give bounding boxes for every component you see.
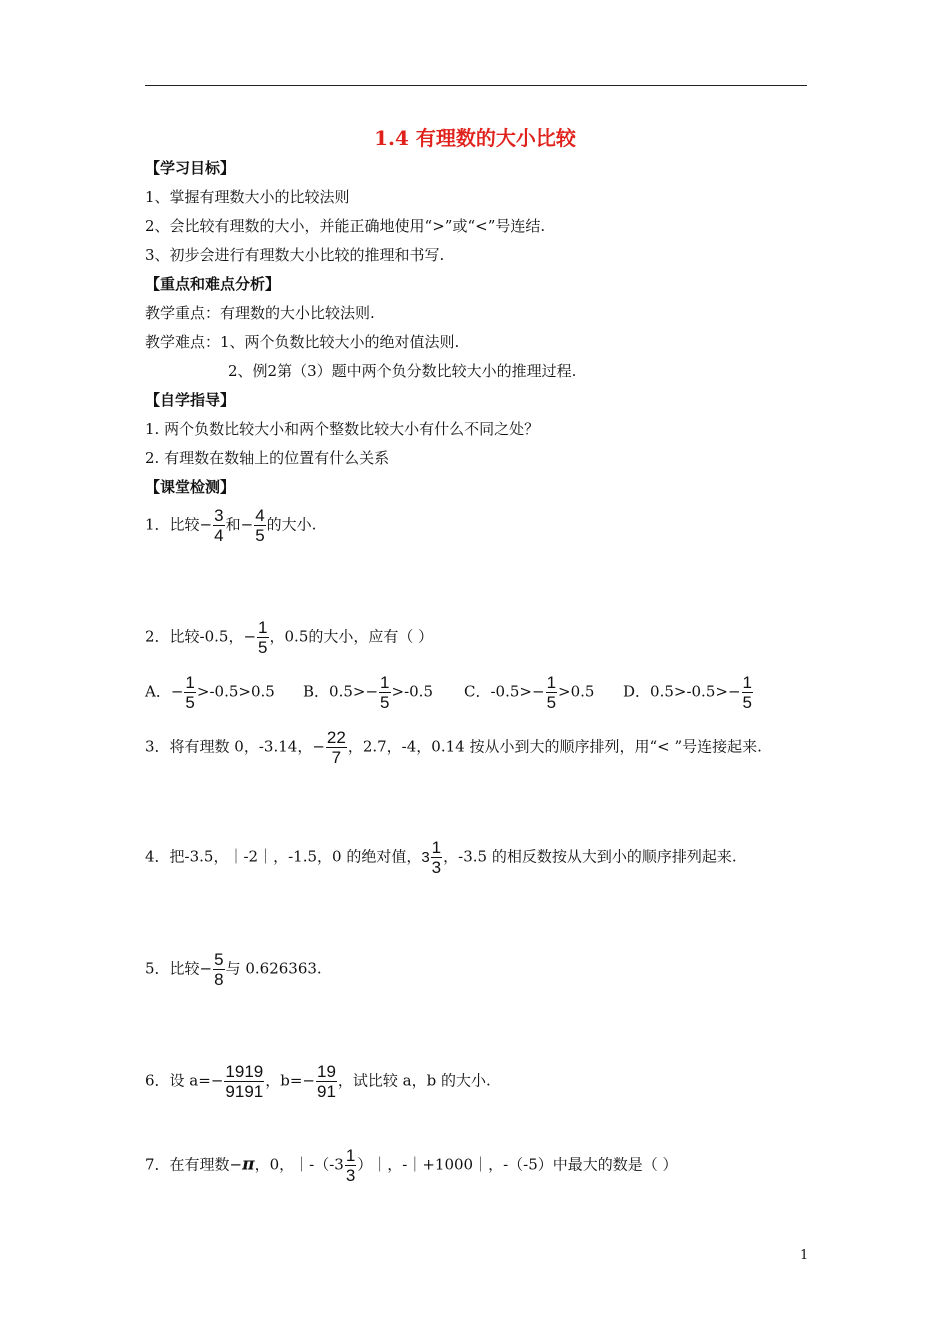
self-study-1: 1. 两个负数比较大小和两个整数比较大小有什么不同之处？ [145, 420, 540, 438]
fraction: $\frac{3}{4}$ [214, 506, 224, 545]
page-title: 1.4 有理数的大小比较 [374, 126, 576, 150]
fraction: $\frac{1}{5}$ [742, 673, 752, 712]
question-2-option-c: C．-0.5>− $\frac{1}{5}$ >0.5 [464, 673, 595, 712]
question-1: 1．比较− $\frac{3}{4}$ 和− $\frac{4}{5}$ 的大小. [145, 506, 317, 545]
question-2-option-b: B．0.5>− $\frac{1}{5}$ >-0.5 [303, 673, 433, 712]
fraction: $\frac{1}{3}$ [345, 1146, 356, 1185]
question-2: 2．比较-0.5，− $\frac{1}{5}$ ，0.5的大小，应有（ ） [145, 618, 434, 657]
question-4: 4．把-3.5，｜-2｜，-1.5，0 的绝对值，3 $\frac{1}{3}$ ，-3.5 的相反数按从大到小的顺序排列起来. [145, 838, 737, 877]
fraction: $\frac{1}{5}$ [546, 673, 557, 712]
fraction: $\frac{1}{5}$ [258, 618, 268, 657]
key-point: 教学重点：有理数的大小比较法则. [145, 304, 375, 322]
section-heading-key-points: 【重点和难点分析】 [145, 275, 281, 293]
question-5: 5．比较− $\frac{5}{8}$ 与 0.626363. [145, 950, 322, 989]
fraction: $\frac{19}{91}$ [316, 1062, 336, 1101]
fraction: $\frac{1}{3}$ [431, 838, 442, 877]
section-heading-objectives: 【学习目标】 [145, 159, 236, 177]
question-7: 7．在有理数−π，0，｜-（-3 $\frac{1}{3}$ ）｜，-｜+1000｜，-（-5）中最大的数是（ ） [145, 1146, 678, 1185]
fraction: $\frac{1919}{9191}$ [225, 1062, 264, 1101]
fraction: $\frac{5}{8}$ [214, 950, 224, 989]
question-2-option-a: A．− $\frac{1}{5}$ >-0.5>0.5 [145, 673, 275, 712]
fraction: $\frac{1}{5}$ [380, 673, 390, 712]
fraction: $\frac{22}{7}$ [326, 728, 346, 767]
section-heading-class-test: 【课堂检测】 [145, 478, 236, 496]
objective-3: 3、初步会进行有理数大小比较的推理和书写. [145, 246, 445, 264]
fraction: $\frac{4}{5}$ [255, 506, 265, 545]
objective-2: 2、会比较有理数的大小，并能正确地使用“>”或“<”号连结. [145, 217, 546, 235]
page-number: 1 [800, 1248, 809, 1263]
difficulty-1: 教学难点：1、两个负数比较大小的绝对值法则. [145, 333, 460, 351]
question-3: 3．将有理数 0，-3.14，− $\frac{22}{7}$ ，2.7，-4，0.14 按从小到大的顺序排列，用“< ”号连接起来. [145, 728, 762, 767]
section-heading-self-study: 【自学指导】 [145, 391, 236, 409]
question-6: 6．设 a=− $\frac{1919}{9191}$ ，b=− $\frac{19}{91}$ ，试比较 a，b 的大小. [145, 1062, 491, 1101]
self-study-2: 2. 有理数在数轴上的位置有什么关系 [145, 449, 390, 467]
header-rule [145, 85, 807, 86]
objective-1: 1、掌握有理数大小的比较法则 [145, 188, 350, 206]
fraction: $\frac{1}{5}$ [185, 673, 195, 712]
question-2-option-d: D．0.5>-0.5>− $\frac{1}{5}$ [623, 673, 752, 712]
difficulty-2: 2、例2第（3）题中两个负分数比较大小的推理过程. [228, 362, 577, 380]
